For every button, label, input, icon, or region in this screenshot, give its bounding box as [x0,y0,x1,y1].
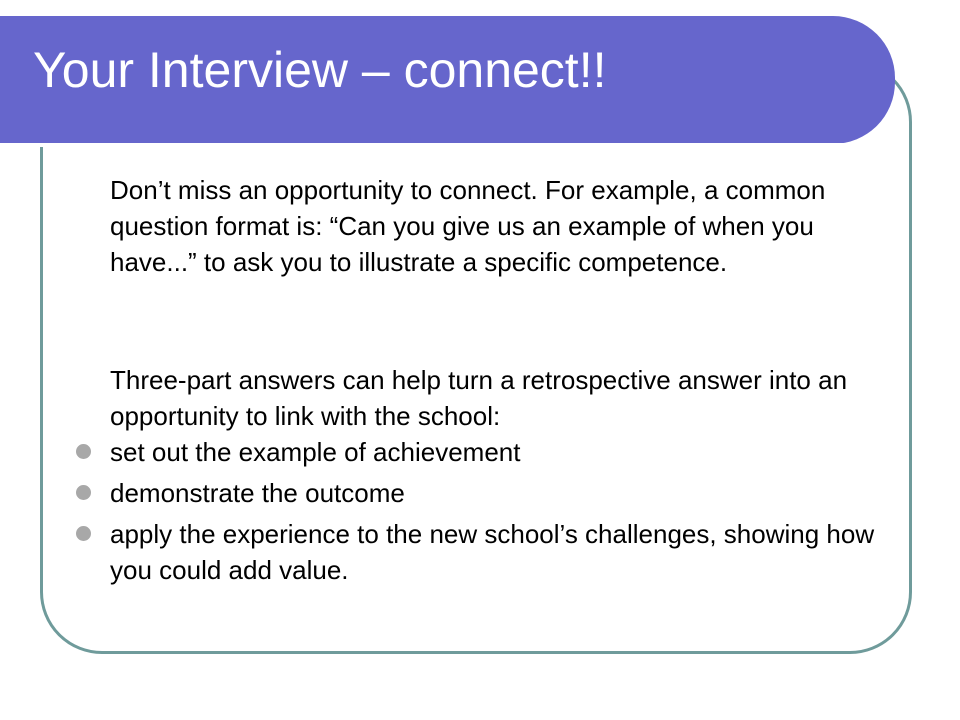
title-underline [0,143,848,147]
paragraph-three-part: Three-part answers can help turn a retrospective answer into an opportunity to link with the school: [110,365,848,431]
bullet-item [0,516,895,588]
slide-title: Your Interview – connect!! [33,42,607,98]
bullet-dot-icon [76,526,91,541]
bullet-dot-icon [76,444,91,459]
bullet-text: set out the example of achievement [110,437,521,467]
bullet-text: apply the experience to the new school’s challenges, showing how you could add value. [110,519,875,585]
bullet-list [0,434,960,593]
bullet-item [0,475,895,511]
bullet-dot-icon [76,485,91,500]
paragraph-intro: Don’t miss an opportunity to connect. For example, a common question format is: “Can you give us an example of when you have...” to ask you to illustrate a specific competence. [110,175,826,277]
bullet-text: demonstrate the outcome [110,478,405,508]
bullet-item [0,434,895,470]
